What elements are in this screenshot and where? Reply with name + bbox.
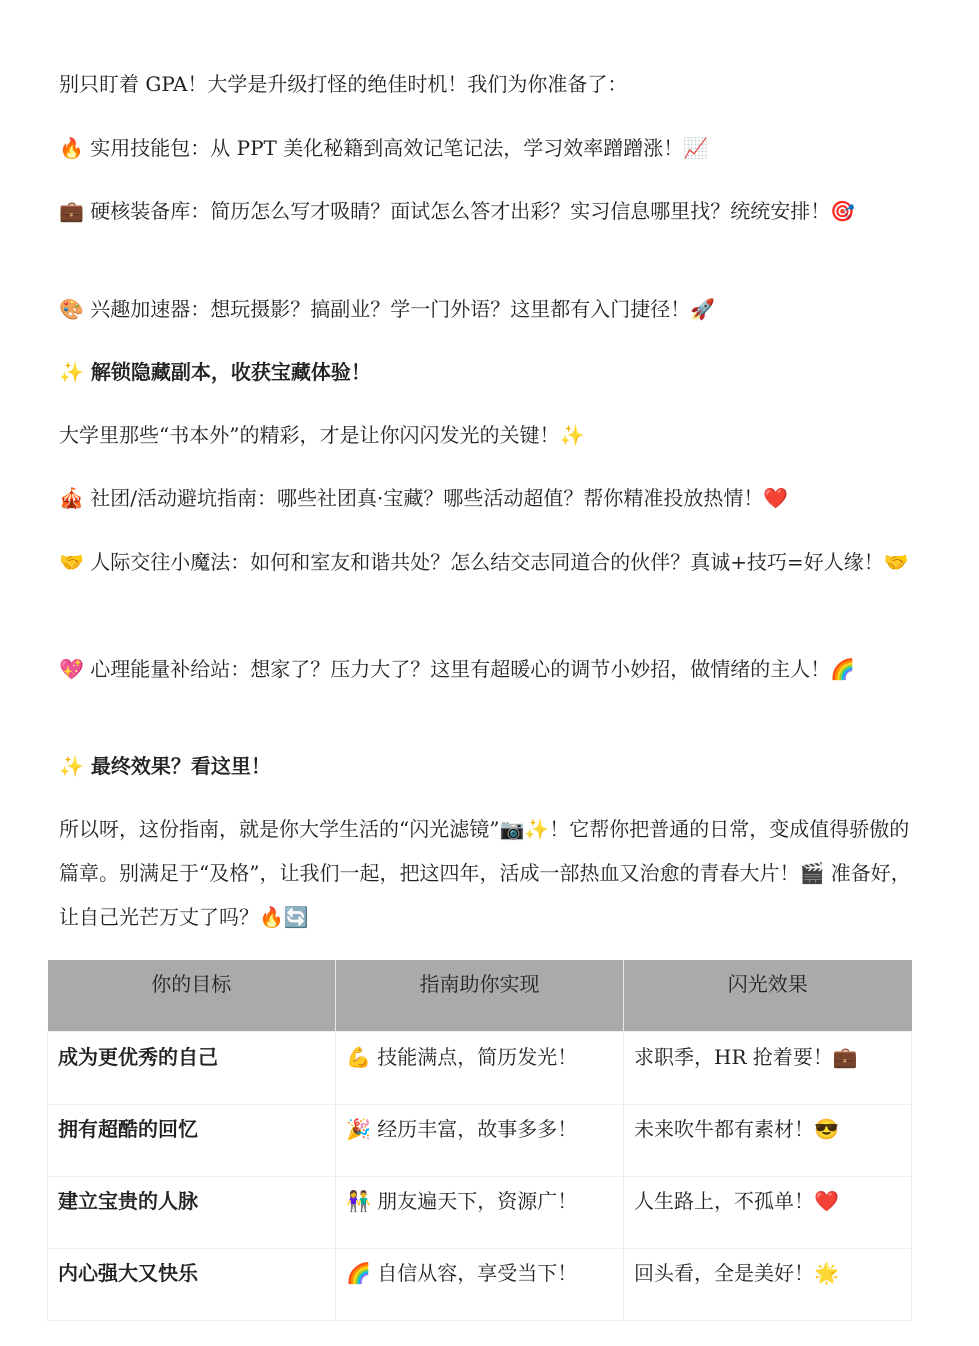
table-cell-goal: 内心强大又快乐 <box>48 1249 336 1321</box>
table-row <box>48 1105 912 1177</box>
goals-table <box>47 960 912 1321</box>
table-cell-effect: 回头看，全是美好！🌟 <box>624 1249 912 1321</box>
interest-accelerator-item: 🎨 兴趣加速器：想玩摄影？搞副业？学一门外语？这里都有入门捷径！🚀 <box>59 297 716 321</box>
table-cell-guide: 👫 朋友遍天下，资源广！ <box>336 1177 624 1249</box>
table-header-guide: 指南助你实现 <box>336 960 624 1032</box>
table-cell-goal: 拥有超酷的回忆 <box>48 1105 336 1177</box>
table-header-goal: 你的目标 <box>48 960 336 1032</box>
table-row <box>48 1032 912 1105</box>
table-cell-effect: 人生路上，不孤单！❤️ <box>624 1177 912 1249</box>
social-magic-item: 🤝 人际交往小魔法：如何和室友和谐共处？怎么结交志同道合的伙伴？真诚+技巧=好人缘！🤝 <box>59 550 909 574</box>
section-heading-unlock: ✨ 解锁隐藏副本，收获宝藏体验！ <box>59 360 371 384</box>
closing-paragraph: 所以呀，这份指南，就是你大学生活的“闪光滤镜”📷✨！它帮你把普通的日常，变成值得骄傲的篇章。别满足于“及格”，让我们一起，把这四年，活成一部热血又治愈的青春大片！🎬 准备好，让自己光芒万丈了吗？🔥🔄 <box>59 817 911 929</box>
table-cell-goal: 建立宝贵的人脉 <box>48 1177 336 1249</box>
mental-energy-item: 💖 心理能量补给站：想家了？压力大了？这里有超暖心的调节小妙招，做情绪的主人！🌈 <box>59 657 856 681</box>
table-cell-effect: 求职季，HR 抢着要！💼 <box>624 1032 912 1105</box>
practical-skills-item: 🔥 实用技能包：从 PPT 美化秘籍到高效记笔记法，学习效率蹭蹭涨！📈 <box>59 136 709 160</box>
table-row <box>48 1249 912 1321</box>
intro-paragraph: 别只盯着 GPA！大学是升级打怪的绝佳时机！我们为你准备了： <box>59 72 628 96</box>
table-row <box>48 1177 912 1249</box>
table-cell-guide: 🎉 经历丰富，故事多多！ <box>336 1105 624 1177</box>
section-heading-final-effect: ✨ 最终效果？看这里！ <box>59 754 271 778</box>
table-cell-guide: 🌈 自信从容，享受当下！ <box>336 1249 624 1321</box>
beyond-books-paragraph: 大学里那些“书本外”的精彩，才是让你闪闪发光的关键！✨ <box>59 423 585 447</box>
table-cell-effect: 未来吹牛都有素材！😎 <box>624 1105 912 1177</box>
table-header-row <box>48 960 912 1032</box>
table-cell-guide: 💪 技能满点，简历发光！ <box>336 1032 624 1105</box>
table-cell-goal: 成为更优秀的自己 <box>48 1032 336 1105</box>
table-header-effect: 闪光效果 <box>624 960 912 1032</box>
hardcore-equipment-item: 💼 硬核装备库：简历怎么写才吸睛？面试怎么答才出彩？实习信息哪里找？统统安排！🎯 <box>59 199 856 223</box>
clubs-activities-item: 🎪 社团/活动避坑指南：哪些社团真·宝藏？哪些活动超值？帮你精准投放热情！❤️ <box>59 486 789 510</box>
